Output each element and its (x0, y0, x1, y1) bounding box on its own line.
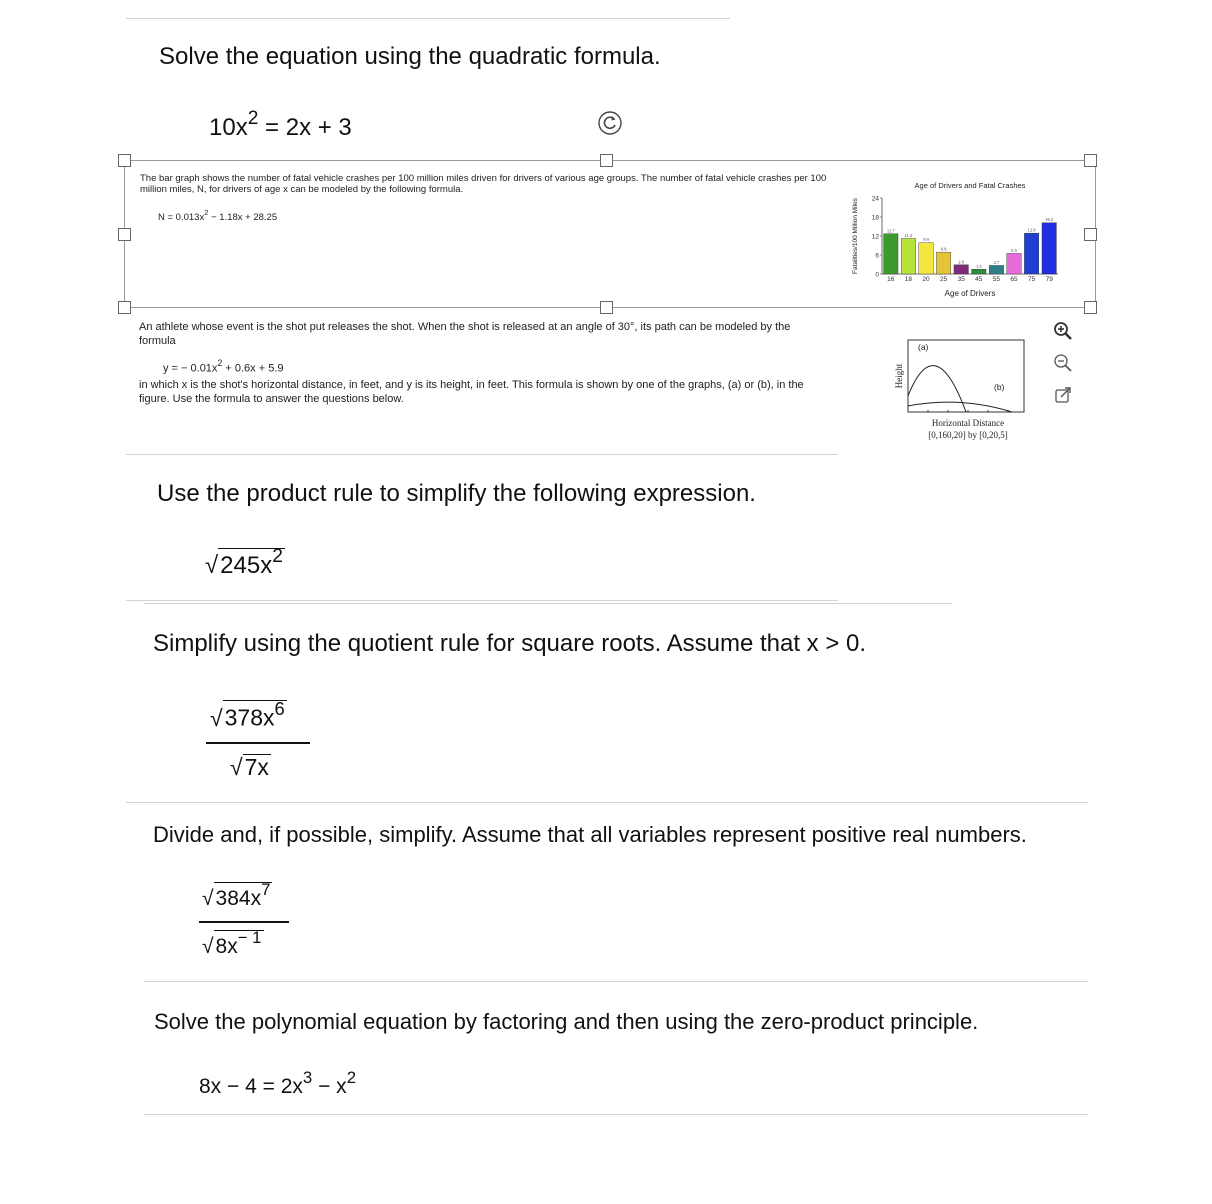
q5-denominator: √7x (230, 754, 269, 780)
q3-formula: y = − $0.01x^2 + 0.6x + 5.9$ (163, 358, 284, 375)
q1-prompt: Solve the equation using the quadratic formula. (159, 43, 661, 70)
bar-16 (884, 234, 898, 274)
bar-45 (972, 269, 986, 274)
divider (144, 603, 952, 604)
zoom-in-icon[interactable] (1052, 320, 1074, 342)
data-label: 11.2 (904, 233, 913, 239)
q6-numerator: $√384x^7$ (202, 880, 271, 910)
graph-label-a: (a) (918, 342, 929, 352)
data-label: 12.7 (886, 228, 895, 234)
q2-text: The bar graph shows the number of fatal vehicle crashes per 100 million miles driven for drivers of various age groups. The number of fatal vehicle crashes per 100 million miles, N, for drivers of age x can be modeled by the following formula. (140, 173, 827, 195)
q5-numerator: $√378x^6$ (210, 698, 285, 731)
data-label: 2.7 (993, 259, 1000, 265)
resize-handle[interactable] (118, 154, 131, 167)
bar-18 (901, 239, 915, 274)
resize-handle[interactable] (600, 154, 613, 167)
divider (126, 18, 730, 19)
y-tick-label: 12 (871, 233, 879, 241)
q6-prompt: Divide and, if possible, simplify. Assume that all variables represent positive real numbers. (153, 822, 1027, 847)
y-tick-label: 6 (875, 252, 879, 260)
x-tick-label: 65 (1010, 276, 1018, 283)
q4-expression: $√245x^2$ (205, 546, 283, 579)
resize-handle[interactable] (118, 228, 131, 241)
bar-20 (919, 243, 933, 274)
divider (144, 1114, 1088, 1115)
x-tick-label: 35 (957, 276, 965, 283)
resize-handle[interactable] (1084, 228, 1097, 241)
chart-xlabel: Age of Drivers (944, 289, 996, 298)
resize-handle[interactable] (118, 301, 131, 314)
data-label: 9.9 (923, 237, 929, 243)
x-tick-label: 16 (887, 276, 895, 283)
q5-prompt: Simplify using the quotient rule for square roots. Assume that x > 0. (153, 630, 867, 657)
fraction-bar (199, 921, 289, 923)
data-label: 1.5 (975, 263, 982, 269)
data-label: 6.5 (1011, 247, 1017, 253)
x-tick-label: 25 (939, 276, 948, 283)
bar-75 (1024, 233, 1038, 274)
graph-label-b: (b) (994, 382, 1005, 392)
resize-handle[interactable] (1084, 154, 1097, 167)
data-label: 16.2 (1045, 217, 1054, 223)
y-tick-label: 0 (875, 271, 879, 279)
q3-text-continued: in which x is the shot's horizontal distance, in feet, and y is its height, in feet. This formula is shown by one of the graphs, (a) or (b), in the figure. Use the formula to answer the questions below. (139, 379, 804, 405)
x-tick-label: 55 (992, 276, 1001, 283)
q6-denominator: $√8x^{- 1}$ (202, 928, 262, 958)
resize-handle[interactable] (1084, 301, 1097, 314)
open-external-icon[interactable] (1052, 384, 1074, 406)
bar-35 (954, 265, 968, 274)
bar-chart (848, 176, 1063, 300)
data-label: 2.9 (958, 259, 965, 265)
chart-ylabel: Fatalities/100 Million Miles (852, 198, 859, 274)
data-label: 6.9 (940, 246, 947, 252)
y-tick-label: 18 (871, 214, 879, 222)
refresh-icon[interactable] (597, 110, 623, 136)
x-tick-label: 18 (904, 276, 913, 283)
q3-text: An athlete whose event is the shot put releases the shot. When the shot is released at an angle of 30°, its path can be modeled by the formula (139, 321, 791, 347)
bar-55 (989, 265, 1003, 274)
q4-prompt: Use the product rule to simplify the following expression. (157, 480, 756, 507)
divider (144, 981, 1088, 982)
resize-handle[interactable] (600, 301, 613, 314)
divider (126, 600, 838, 601)
shot-put-graph (880, 336, 1040, 448)
fraction-bar (206, 742, 310, 744)
divider (126, 802, 1088, 803)
bar-25 (936, 252, 950, 274)
divider (126, 454, 838, 455)
y-tick-label: 24 (871, 195, 879, 203)
x-tick-label: 79 (1045, 276, 1053, 283)
chart-title: Age of Drivers and Fatal Crashes (914, 181, 1026, 190)
zoom-out-icon[interactable] (1052, 352, 1074, 374)
bar-65 (1007, 253, 1021, 274)
bar-79 (1042, 223, 1056, 274)
data-label: 12.9 (1027, 227, 1036, 233)
q7-equation: $8x - 4 = 2x^3 - x^2$ (199, 1068, 357, 1098)
q2-formula: $N = 0.013x^2 - 1.18x + 28.25$ (158, 208, 278, 224)
graph-window: [0,160,20] by [0,20,5] (928, 430, 1008, 440)
x-tick-label: 45 (975, 276, 983, 283)
x-tick-label: 20 (922, 276, 930, 283)
q7-prompt: Solve the polynomial equation by factoring and then using the zero-product principle. (154, 1009, 979, 1034)
q1-equation: $10x^2 = 2x + 3$ (209, 108, 352, 141)
graph-xlabel: Horizontal Distance (931, 418, 1005, 428)
graph-ylabel: Height (894, 363, 904, 389)
x-tick-label: 75 (1027, 276, 1036, 283)
